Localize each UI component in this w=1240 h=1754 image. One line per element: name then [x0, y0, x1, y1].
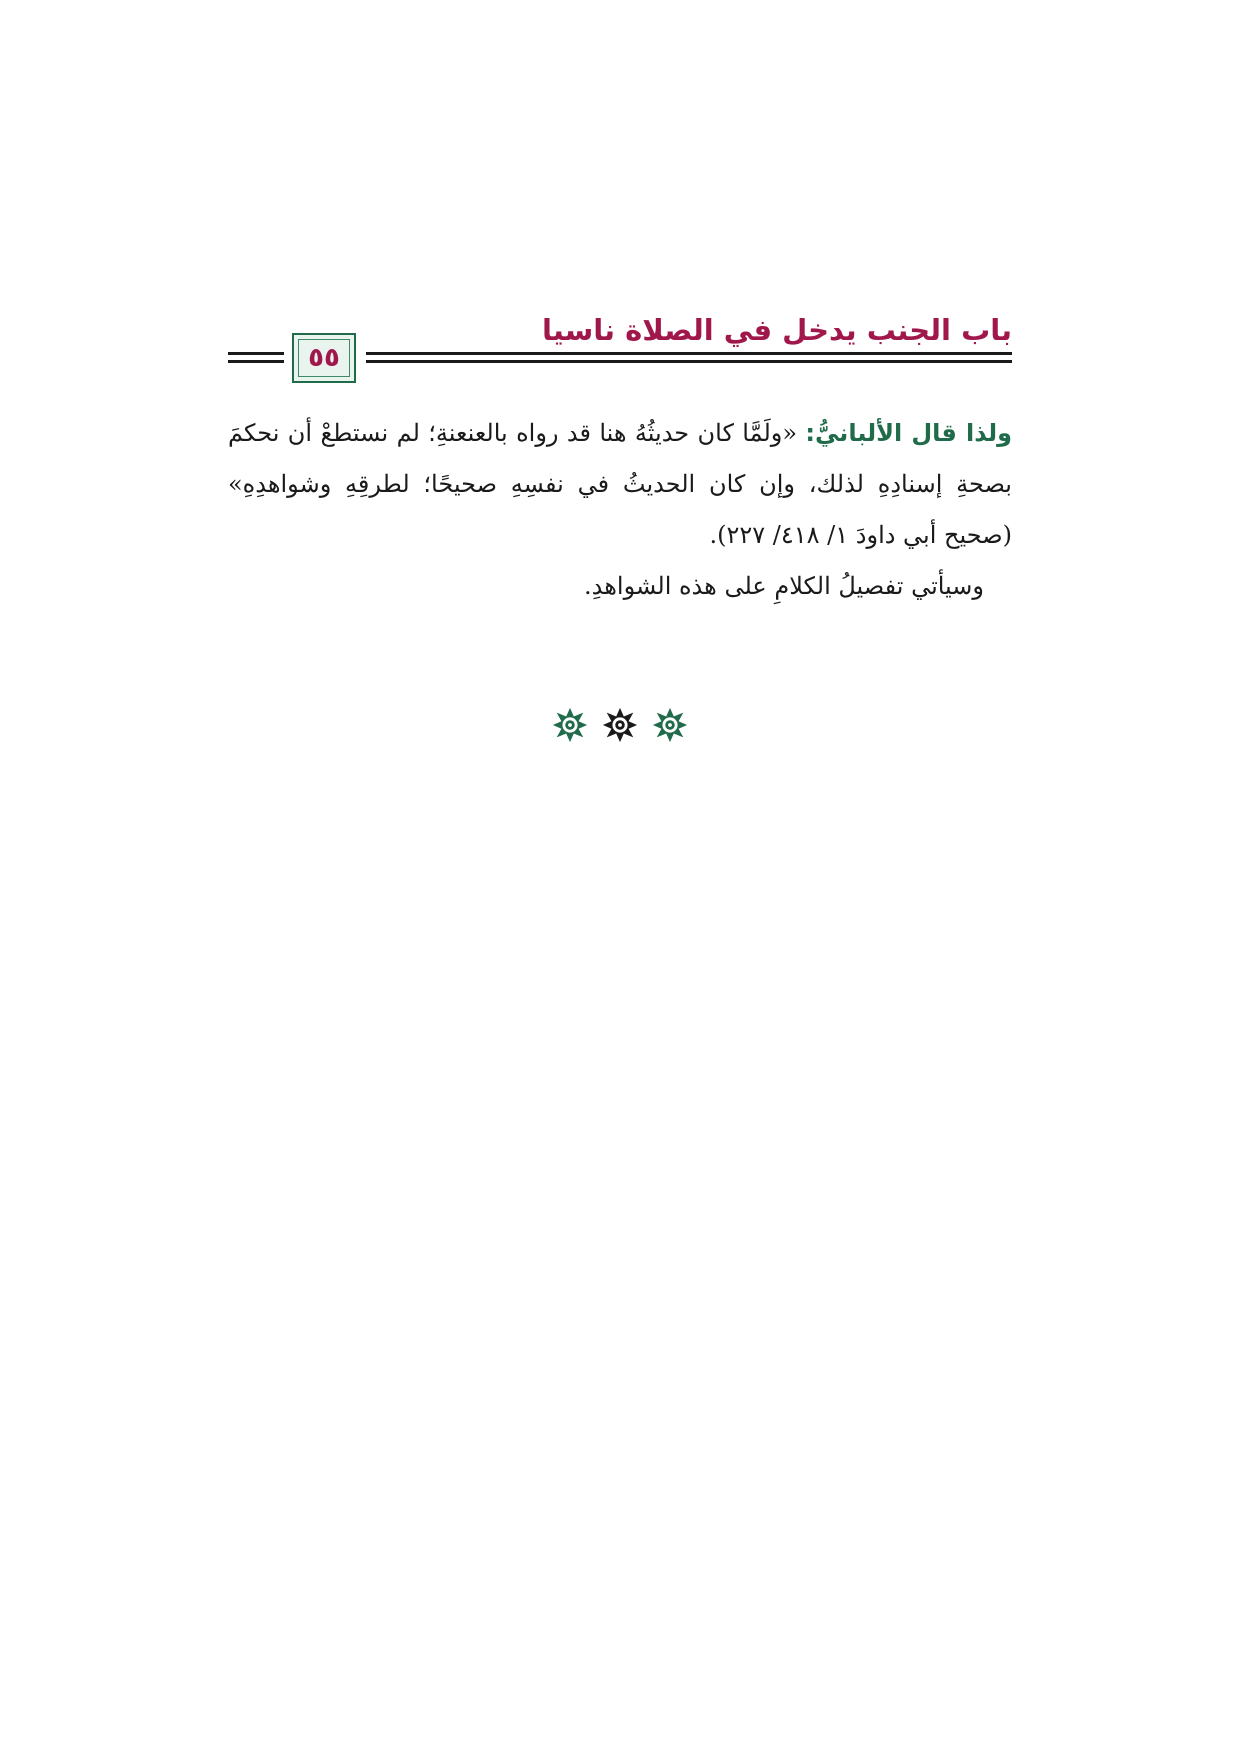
header-rule-right-top	[366, 352, 1012, 355]
speaker-label: ولذا قال الألبانيُّ:	[805, 419, 1013, 447]
main-text	[228, 408, 1012, 612]
quote-paragraph	[228, 408, 1012, 561]
chapter-title: باب الجنب يدخل في الصلاة ناسيا	[542, 313, 1012, 347]
quote-text: «ولَمَّا كان حديثُهُ هنا قد رواه بالعنعنةِ؛ لم نستطعْ أن نحكمَ بصحةِ إسنادِهِ لذلك، وإن كان الحديثُ في نفسِهِ صحيحًا؛ لطرقِهِ وشواهدِهِ» (صحيح أبي داودَ ١/ ٤١٨/ ٢٢٧).	[228, 419, 1012, 549]
ornament-star-icon	[601, 706, 639, 744]
page-number-badge	[292, 333, 356, 383]
header-rule-right-bottom	[366, 360, 1012, 363]
page-number: ٥٥	[308, 343, 340, 373]
closing-paragraph: وسيأتي تفصيلُ الكلامِ على هذه الشواهدِ.	[584, 572, 984, 600]
section-separator	[0, 706, 1240, 744]
ornament-star-icon	[551, 706, 589, 744]
header-rule-left-top	[228, 352, 284, 355]
ornament-star-icon	[651, 706, 689, 744]
header-rule-left-bottom	[228, 360, 284, 363]
